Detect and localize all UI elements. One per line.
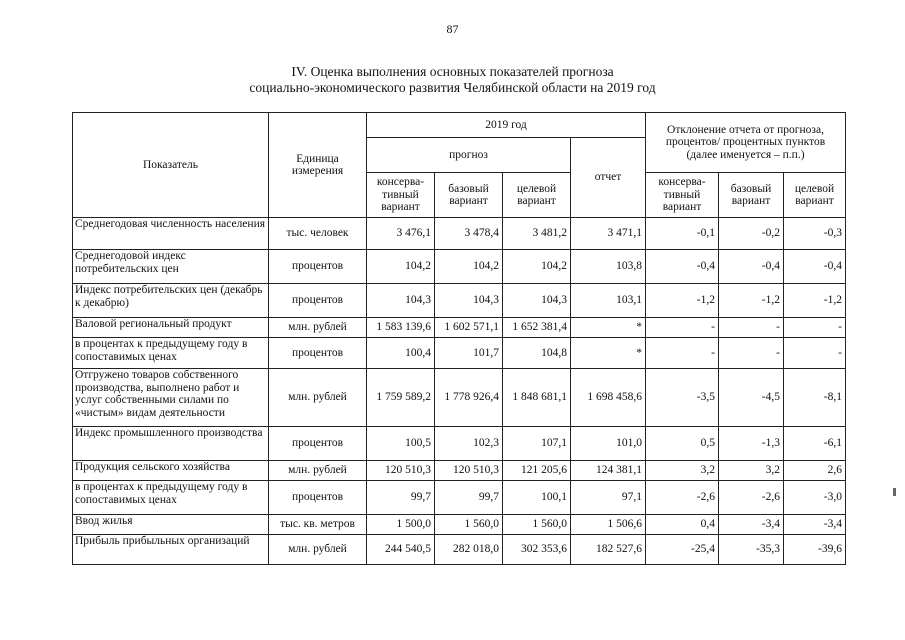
row-unit: млн. рублей bbox=[269, 369, 367, 427]
row-forecast-base: 120 510,3 bbox=[435, 461, 503, 481]
row-forecast-base: 1 602 571,1 bbox=[435, 318, 503, 338]
row-forecast-target: 107,1 bbox=[503, 427, 571, 461]
row-forecast-base: 104,2 bbox=[435, 250, 503, 284]
row-deviation-base: - bbox=[719, 318, 784, 338]
header-deviation: Отклонение отчета от прогноза, процентов/ процентных пунктов (далее именуется – п.п.) bbox=[646, 113, 846, 173]
row-forecast-conservative: 1 759 589,2 bbox=[367, 369, 435, 427]
row-unit: млн. рублей bbox=[269, 535, 367, 565]
row-deviation-conservative: 3,2 bbox=[646, 461, 719, 481]
row-report: 103,1 bbox=[571, 284, 646, 318]
row-report: 101,0 bbox=[571, 427, 646, 461]
row-unit: тыс. человек bbox=[269, 218, 367, 250]
table-row bbox=[73, 284, 846, 318]
row-report: 103,8 bbox=[571, 250, 646, 284]
row-forecast-target: 104,3 bbox=[503, 284, 571, 318]
row-deviation-conservative: -0,1 bbox=[646, 218, 719, 250]
table-row bbox=[73, 338, 846, 369]
row-forecast-conservative: 244 540,5 bbox=[367, 535, 435, 565]
header-base: базовый вариант bbox=[435, 173, 503, 218]
row-indicator: Среднегодовая численность населения bbox=[73, 218, 269, 250]
row-forecast-conservative: 104,3 bbox=[367, 284, 435, 318]
row-forecast-base: 102,3 bbox=[435, 427, 503, 461]
row-forecast-base: 99,7 bbox=[435, 481, 503, 515]
row-unit: процентов bbox=[269, 250, 367, 284]
row-forecast-base: 101,7 bbox=[435, 338, 503, 369]
row-report: 97,1 bbox=[571, 481, 646, 515]
row-deviation-base: -0,2 bbox=[719, 218, 784, 250]
row-deviation-target: -39,6 bbox=[784, 535, 846, 565]
row-deviation-base: -1,2 bbox=[719, 284, 784, 318]
table-row bbox=[73, 218, 846, 250]
row-indicator: Прибыль прибыльных организаций bbox=[73, 535, 269, 565]
row-report: * bbox=[571, 318, 646, 338]
row-forecast-conservative: 1 583 139,6 bbox=[367, 318, 435, 338]
row-forecast-conservative: 99,7 bbox=[367, 481, 435, 515]
row-deviation-base: -1,3 bbox=[719, 427, 784, 461]
table-row bbox=[73, 535, 846, 565]
row-deviation-conservative: -0,4 bbox=[646, 250, 719, 284]
row-deviation-target: - bbox=[784, 338, 846, 369]
row-forecast-conservative: 100,5 bbox=[367, 427, 435, 461]
row-indicator: в процентах к предыдущему году в сопоставимых ценах bbox=[73, 481, 269, 515]
row-unit: процентов bbox=[269, 481, 367, 515]
row-deviation-conservative: - bbox=[646, 338, 719, 369]
page-title bbox=[0, 64, 905, 96]
row-forecast-target: 104,2 bbox=[503, 250, 571, 284]
header-forecast: прогноз bbox=[367, 138, 571, 173]
page-number: 87 bbox=[446, 22, 459, 36]
row-deviation-base: -4,5 bbox=[719, 369, 784, 427]
row-indicator: Продукция сельского хозяйства bbox=[73, 461, 269, 481]
header-year: 2019 год bbox=[367, 113, 646, 138]
row-forecast-target: 121 205,6 bbox=[503, 461, 571, 481]
header-dev-conservative: консерва-тивный вариант bbox=[646, 173, 719, 218]
row-report: * bbox=[571, 338, 646, 369]
row-deviation-conservative: 0,4 bbox=[646, 515, 719, 535]
row-forecast-target: 1 652 381,4 bbox=[503, 318, 571, 338]
header-indicator: Показатель bbox=[73, 113, 269, 218]
row-deviation-base: -35,3 bbox=[719, 535, 784, 565]
row-deviation-conservative: -3,5 bbox=[646, 369, 719, 427]
row-deviation-base: -2,6 bbox=[719, 481, 784, 515]
row-forecast-target: 3 481,2 bbox=[503, 218, 571, 250]
row-deviation-conservative: -25,4 bbox=[646, 535, 719, 565]
table-row bbox=[73, 250, 846, 284]
row-indicator: в процентах к предыдущему году в сопоставимых ценах bbox=[73, 338, 269, 369]
row-indicator: Индекс потребительских цен (декабрь к декабрю) bbox=[73, 284, 269, 318]
row-deviation-target: -0,4 bbox=[784, 250, 846, 284]
header-dev-base: базовый вариант bbox=[719, 173, 784, 218]
row-deviation-base: 3,2 bbox=[719, 461, 784, 481]
row-deviation-conservative: 0,5 bbox=[646, 427, 719, 461]
row-deviation-conservative: -1,2 bbox=[646, 284, 719, 318]
header-conservative: консерва-тивный вариант bbox=[367, 173, 435, 218]
title-line-1: IV. Оценка выполнения основных показателей прогноза bbox=[291, 64, 614, 79]
row-indicator: Отгружено товаров собственного производства, выполнено работ и услуг собственными силами по «чистым» видам деятельности bbox=[73, 369, 269, 427]
row-report: 3 471,1 bbox=[571, 218, 646, 250]
row-deviation-base: -3,4 bbox=[719, 515, 784, 535]
row-deviation-conservative: -2,6 bbox=[646, 481, 719, 515]
row-forecast-conservative: 100,4 bbox=[367, 338, 435, 369]
row-forecast-base: 1 560,0 bbox=[435, 515, 503, 535]
row-report: 1 698 458,6 bbox=[571, 369, 646, 427]
table-row bbox=[73, 515, 846, 535]
scan-artifact bbox=[893, 488, 896, 496]
table-row bbox=[73, 369, 846, 427]
row-deviation-target: -3,4 bbox=[784, 515, 846, 535]
row-forecast-base: 3 478,4 bbox=[435, 218, 503, 250]
row-forecast-target: 302 353,6 bbox=[503, 535, 571, 565]
row-indicator: Валовой региональный продукт bbox=[73, 318, 269, 338]
row-forecast-conservative: 120 510,3 bbox=[367, 461, 435, 481]
row-unit: млн. рублей bbox=[269, 318, 367, 338]
table-body bbox=[73, 218, 846, 565]
row-unit: процентов bbox=[269, 427, 367, 461]
row-forecast-target: 1 560,0 bbox=[503, 515, 571, 535]
table-row bbox=[73, 427, 846, 461]
row-unit: процентов bbox=[269, 338, 367, 369]
header-report: отчет bbox=[571, 138, 646, 218]
table-row bbox=[73, 481, 846, 515]
table-row bbox=[73, 461, 846, 481]
row-deviation-target: - bbox=[784, 318, 846, 338]
row-deviation-base: - bbox=[719, 338, 784, 369]
header-unit: Единица измерения bbox=[269, 113, 367, 218]
row-forecast-base: 282 018,0 bbox=[435, 535, 503, 565]
row-deviation-base: -0,4 bbox=[719, 250, 784, 284]
row-forecast-base: 1 778 926,4 bbox=[435, 369, 503, 427]
row-forecast-conservative: 104,2 bbox=[367, 250, 435, 284]
indicators-table bbox=[72, 112, 846, 565]
row-unit: тыс. кв. метров bbox=[269, 515, 367, 535]
row-report: 124 381,1 bbox=[571, 461, 646, 481]
row-indicator: Ввод жилья bbox=[73, 515, 269, 535]
row-report: 1 506,6 bbox=[571, 515, 646, 535]
row-indicator: Индекс промышленного производства bbox=[73, 427, 269, 461]
row-forecast-conservative: 1 500,0 bbox=[367, 515, 435, 535]
row-forecast-target: 104,8 bbox=[503, 338, 571, 369]
row-unit: процентов bbox=[269, 284, 367, 318]
row-unit: млн. рублей bbox=[269, 461, 367, 481]
row-indicator: Среднегодовой индекс потребительских цен bbox=[73, 250, 269, 284]
header-dev-target: целевой вариант bbox=[784, 173, 846, 218]
row-forecast-target: 1 848 681,1 bbox=[503, 369, 571, 427]
title-line-2: социально-экономического развития Челябинской области на 2019 год bbox=[249, 80, 656, 95]
row-forecast-target: 100,1 bbox=[503, 481, 571, 515]
row-deviation-target: -8,1 bbox=[784, 369, 846, 427]
row-deviation-target: -3,0 bbox=[784, 481, 846, 515]
row-forecast-base: 104,3 bbox=[435, 284, 503, 318]
row-deviation-conservative: - bbox=[646, 318, 719, 338]
table-row bbox=[73, 318, 846, 338]
row-deviation-target: -6,1 bbox=[784, 427, 846, 461]
row-forecast-conservative: 3 476,1 bbox=[367, 218, 435, 250]
header-target: целевой вариант bbox=[503, 173, 571, 218]
row-report: 182 527,6 bbox=[571, 535, 646, 565]
row-deviation-target: -0,3 bbox=[784, 218, 846, 250]
row-deviation-target: 2,6 bbox=[784, 461, 846, 481]
row-deviation-target: -1,2 bbox=[784, 284, 846, 318]
